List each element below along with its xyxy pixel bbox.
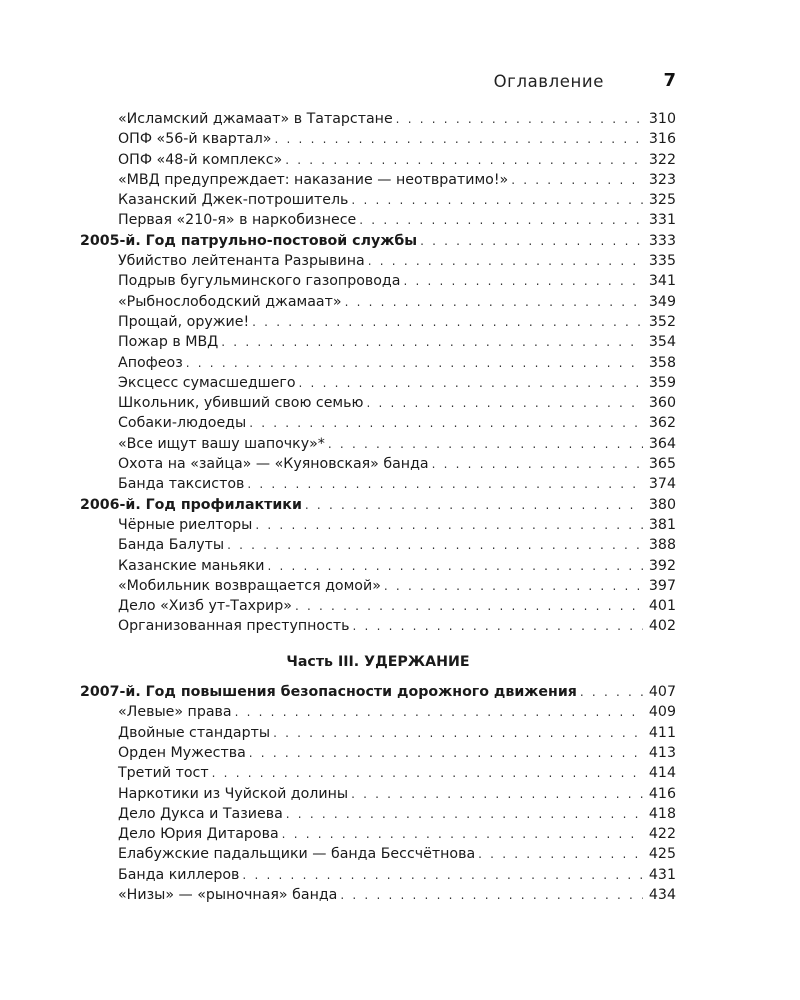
toc-section-entry	[80, 556, 676, 576]
toc-section-entry	[80, 616, 676, 636]
toc-entry-label: Орден Мужества	[118, 744, 246, 761]
dot-leader	[403, 271, 643, 291]
toc-section-entry	[80, 210, 676, 230]
toc-entry-page: 422	[648, 826, 676, 843]
dot-leader	[345, 292, 643, 312]
toc-entry-label: Казанский Джек-потрошитель	[118, 192, 349, 209]
dot-leader	[384, 576, 643, 596]
toc-section-entry	[80, 434, 676, 454]
toc-entry-page: 335	[648, 253, 676, 270]
dot-leader	[511, 170, 643, 190]
dot-leader	[478, 844, 643, 864]
toc-section-entry	[80, 271, 676, 291]
header-title: Оглавление	[493, 72, 604, 91]
toc-entry-label: Дело «Хизб ут-Тахрир»	[118, 598, 292, 615]
toc-section-entry	[80, 784, 676, 804]
toc-entry-label: 2005-й. Год патрульно-постовой службы	[80, 232, 418, 249]
toc-entry-label: Двойные стандарты	[118, 724, 271, 741]
dot-leader	[227, 535, 643, 555]
toc-entry-page: 414	[648, 765, 676, 782]
toc-section-entry	[80, 170, 676, 190]
toc-section-entry	[80, 804, 676, 824]
dot-leader	[328, 434, 643, 454]
toc-section-entry	[80, 129, 676, 149]
dot-leader	[351, 190, 643, 210]
dot-leader	[368, 251, 643, 271]
toc-entry-page: 333	[648, 232, 676, 249]
toc-entry-label: ОПФ «56-й квартал»	[118, 131, 272, 148]
toc-entry-page: 322	[648, 151, 676, 168]
toc-entry-page: 388	[648, 537, 676, 554]
toc-entry-label: Наркотики из Чуйской долины	[118, 785, 349, 802]
toc-section-entry	[80, 885, 676, 905]
dot-leader	[299, 373, 643, 393]
toc-entry-label: Апофеоз	[118, 354, 183, 371]
toc-entry-label: 2007-й. Год повышения безопасности дорожного движения	[80, 684, 577, 701]
toc-entry-page: 323	[648, 171, 676, 188]
toc-entry-page: 331	[648, 212, 676, 229]
dot-leader	[273, 723, 643, 743]
toc-group-1	[80, 109, 676, 637]
toc-entry-label: Банда киллеров	[118, 866, 240, 883]
toc-entry-page: 413	[648, 744, 676, 761]
toc-section-entry	[80, 109, 676, 129]
toc-entry-label: Организованная преступность	[118, 618, 350, 635]
toc-chapter-entry	[80, 682, 676, 702]
toc-section-entry	[80, 312, 676, 332]
dot-leader	[221, 332, 643, 352]
dot-leader	[366, 393, 643, 413]
toc-section-entry	[80, 353, 676, 373]
toc-entry-page: 392	[648, 557, 676, 574]
toc-entry-label: 2006-й. Год профилактики	[80, 496, 302, 513]
dot-leader	[396, 109, 643, 129]
toc-entry-page: 316	[648, 131, 676, 148]
toc-entry-page: 359	[648, 374, 676, 391]
toc-entry-page: 434	[648, 886, 676, 903]
toc-entry-label: Банда таксистов	[118, 476, 245, 493]
toc-entry-page: 325	[648, 192, 676, 209]
toc-section-entry	[80, 743, 676, 763]
toc-section-entry	[80, 150, 676, 170]
dot-leader	[420, 231, 643, 251]
toc-entry-page: 418	[648, 805, 676, 822]
dot-leader	[212, 763, 643, 783]
toc-section-entry	[80, 824, 676, 844]
toc-entry-page: 381	[648, 516, 676, 533]
toc-entry-page: 358	[648, 354, 676, 371]
toc-section-entry	[80, 454, 676, 474]
toc-entry-page: 409	[648, 704, 676, 721]
toc-entry-label: ОПФ «48-й комплекс»	[118, 151, 283, 168]
toc-entry-page: 364	[648, 435, 676, 452]
dot-leader	[353, 616, 643, 636]
dot-leader	[249, 413, 643, 433]
dot-leader	[359, 210, 643, 230]
toc-entry-label: «Все ищут вашу шапочку»*	[118, 435, 325, 452]
toc-group-2	[80, 682, 676, 905]
header-page-number: 7	[663, 70, 676, 91]
table-of-contents	[80, 109, 676, 905]
toc-entry-page: 401	[648, 598, 676, 615]
dot-leader	[267, 556, 643, 576]
toc-entry-label: Эксцесс сумасшедшего	[118, 374, 296, 391]
toc-entry-label: Дело Юрия Дитарова	[118, 826, 279, 843]
dot-leader	[274, 129, 643, 149]
toc-entry-label: Чёрные риелторы	[118, 516, 253, 533]
toc-entry-label: «Низы» — «рыночная» банда	[118, 886, 338, 903]
dot-leader	[432, 454, 643, 474]
toc-entry-label: Казанские маньяки	[118, 557, 265, 574]
toc-section-entry	[80, 723, 676, 743]
dot-leader	[247, 474, 643, 494]
part-title: Часть III. УДЕРЖАНИЕ	[286, 653, 470, 670]
dot-leader	[255, 515, 643, 535]
toc-entry-label: Елабужские падальщики — банда Бессчётнова	[118, 846, 476, 863]
toc-section-entry	[80, 190, 676, 210]
dot-leader	[235, 702, 643, 722]
toc-entry-label: «Мобильник возвращается домой»	[118, 577, 381, 594]
toc-entry-page: 411	[648, 724, 676, 741]
toc-section-entry	[80, 393, 676, 413]
toc-entry-label: Собаки-людоеды	[118, 415, 247, 432]
toc-section-entry	[80, 413, 676, 433]
toc-entry-page: 365	[648, 456, 676, 473]
dot-leader	[249, 743, 643, 763]
toc-entry-label: «Рыбнослободский джамаат»	[118, 293, 342, 310]
toc-entry-page: 380	[648, 496, 676, 513]
toc-entry-label: Третий тост	[118, 765, 209, 782]
toc-entry-label: «Левые» права	[118, 704, 232, 721]
dot-leader	[351, 784, 643, 804]
toc-section-entry	[80, 251, 676, 271]
dot-leader	[186, 353, 643, 373]
toc-entry-label: «МВД предупреждает: наказание — неотвратимо!»	[118, 171, 509, 188]
toc-chapter-entry	[80, 495, 676, 515]
toc-section-entry	[80, 515, 676, 535]
dot-leader	[252, 312, 643, 332]
toc-section-entry	[80, 702, 676, 722]
toc-entry-page: 354	[648, 334, 676, 351]
dot-leader	[285, 150, 643, 170]
toc-entry-label: Подрыв бугульминского газопровода	[118, 273, 401, 290]
dot-leader	[295, 596, 643, 616]
dot-leader	[305, 495, 643, 515]
toc-entry-page: 402	[648, 618, 676, 635]
toc-chapter-entry	[80, 231, 676, 251]
toc-entry-page: 374	[648, 476, 676, 493]
toc-entry-page: 416	[648, 785, 676, 802]
toc-section-entry	[80, 865, 676, 885]
toc-entry-label: Прощай, оружие!	[118, 313, 250, 330]
toc-section-entry	[80, 763, 676, 783]
toc-entry-label: «Исламский джамаат» в Татарстане	[118, 111, 393, 127]
toc-entry-label: Пожар в МВД	[118, 334, 219, 351]
running-header	[80, 72, 676, 96]
toc-entry-page: 341	[648, 273, 676, 290]
toc-section-entry	[80, 292, 676, 312]
dot-leader	[242, 865, 643, 885]
toc-section-entry	[80, 373, 676, 393]
dot-leader	[580, 682, 643, 702]
toc-entry-page: 349	[648, 293, 676, 310]
toc-entry-page: 425	[648, 846, 676, 863]
dot-leader	[282, 824, 643, 844]
toc-entry-page: 397	[648, 577, 676, 594]
toc-entry-page: 352	[648, 313, 676, 330]
toc-entry-label: Дело Дукса и Тазиева	[118, 805, 283, 822]
toc-section-entry	[80, 474, 676, 494]
dot-leader	[286, 804, 643, 824]
toc-section-entry	[80, 332, 676, 352]
toc-entry-label: Убийство лейтенанта Разрывина	[118, 253, 365, 270]
toc-section-entry	[80, 844, 676, 864]
toc-entry-label: Школьник, убивший свою семью	[118, 395, 364, 412]
dot-leader	[340, 885, 643, 905]
toc-entry-page: 360	[648, 395, 676, 412]
toc-section-entry	[80, 596, 676, 616]
toc-entry-page: 362	[648, 415, 676, 432]
toc-entry-page: 310	[648, 111, 676, 127]
toc-section-entry	[80, 535, 676, 555]
toc-section-entry	[80, 576, 676, 596]
toc-entry-label: Банда Балуты	[118, 537, 225, 554]
toc-entry-page: 431	[648, 866, 676, 883]
toc-entry-page: 407	[648, 684, 676, 701]
toc-entry-label: Первая «210-я» в наркобизнесе	[118, 212, 357, 229]
toc-entry-label: Охота на «зайца» — «Куяновская» банда	[118, 456, 429, 473]
